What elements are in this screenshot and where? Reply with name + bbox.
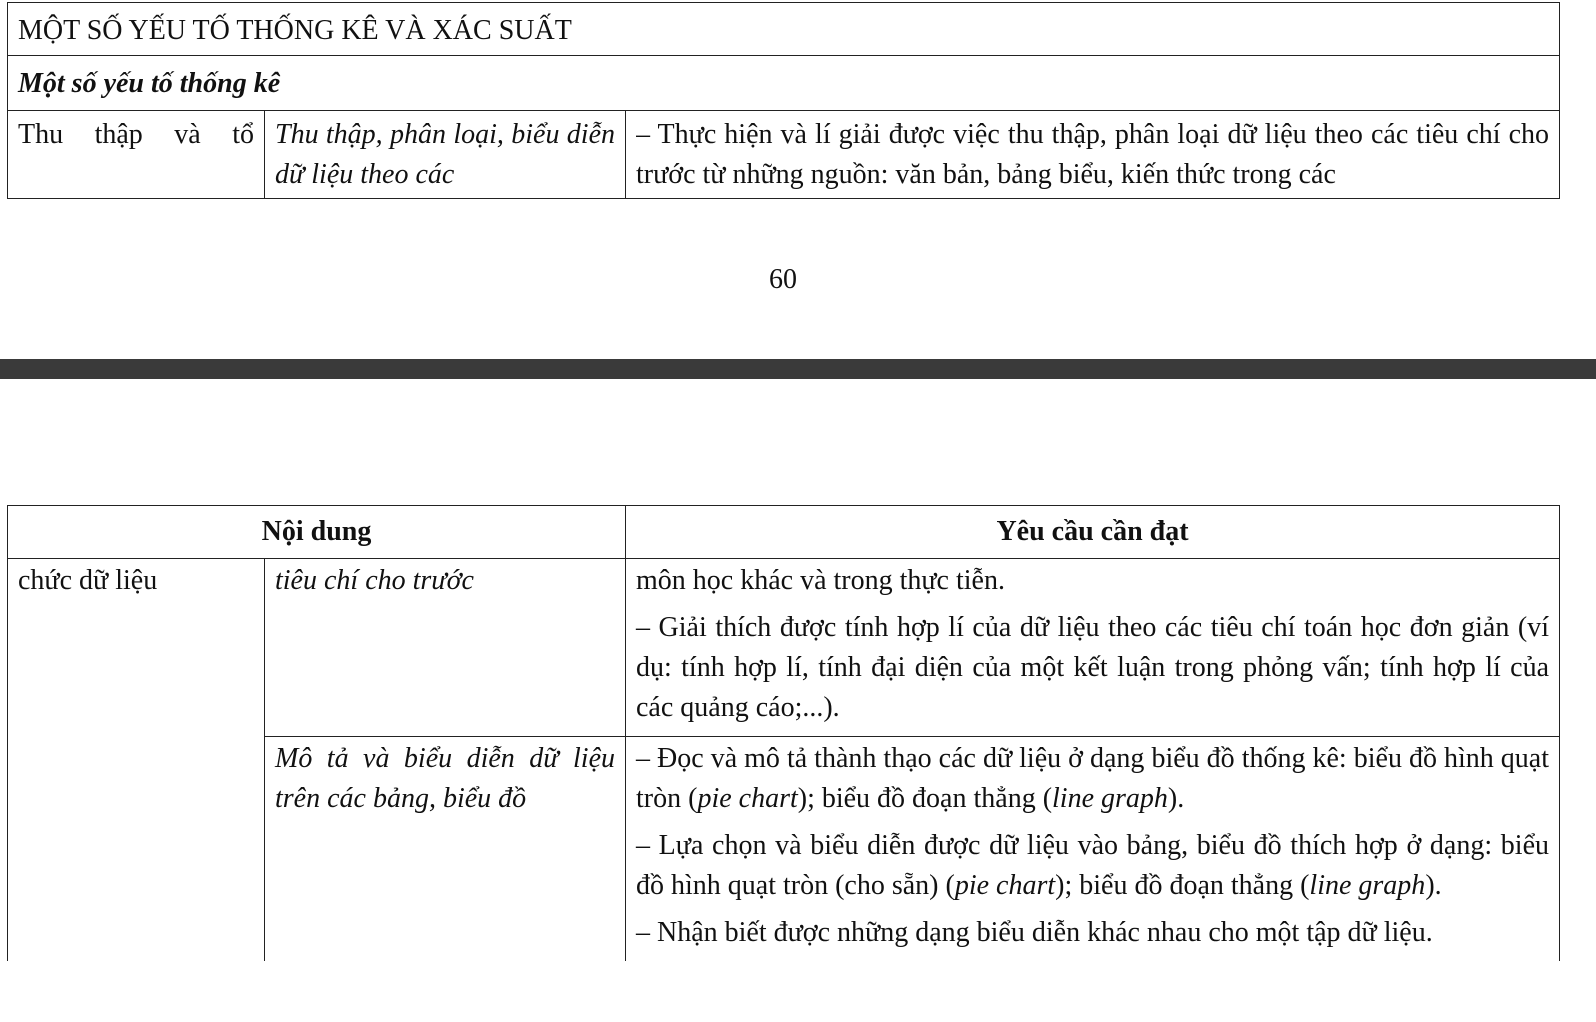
subsection-title: Một số yếu tố thống kê	[8, 56, 1560, 111]
curriculum-table-page-60	[7, 2, 1560, 199]
requirement-text: ); biểu đồ đoạn thẳng (	[1055, 870, 1310, 901]
page-number: 60	[769, 264, 797, 295]
requirement-cell	[626, 559, 1560, 737]
requirement-text: – Thực hiện và lí giải được việc thu thập, phân loại dữ liệu theo các tiêu chí cho trước từ những nguồn: văn bản, bảng biểu, kiến thức trong các	[636, 119, 1550, 190]
content-cell	[265, 559, 626, 737]
term-pie-chart: pie chart	[697, 783, 798, 814]
content-cell	[265, 737, 626, 962]
requirement-item: – Giải thích được tính hợp lí của dữ liệu theo các tiêu chí toán học đơn giản (ví dụ: tính hợp lí, tính đại diện của một kết luận trong phỏng vấn; tính hợp lí của các quảng cáo;...).	[636, 612, 1549, 723]
requirement-item: – Nhận biết được những dạng biểu diễn khác nhau cho một tập dữ liệu.	[636, 917, 1433, 948]
requirement-cell	[626, 737, 1560, 962]
requirement-cell	[626, 111, 1560, 199]
content-cell	[265, 111, 626, 199]
requirement-text: ).	[1425, 870, 1442, 901]
topic-cell	[8, 111, 265, 199]
topic-text: chức dữ liệu	[18, 565, 158, 596]
header-requirements: Yêu cầu cần đạt	[626, 506, 1560, 559]
requirement-item: môn học khác và trong thực tiễn.	[636, 565, 1005, 596]
requirement-text: – Lựa chọn và biểu diễn được dữ liệu vào bảng, biểu đồ thích hợp ở dạng: biểu đồ hình quạt tròn (cho sẵn) (	[636, 830, 1549, 901]
requirement-item	[636, 739, 1549, 819]
content-text: tiêu chí cho trước	[275, 565, 474, 596]
term-pie-chart: pie chart	[954, 870, 1056, 901]
header-content: Nội dung	[8, 506, 626, 559]
requirement-text: ); biểu đồ đoạn thẳng (	[797, 783, 1053, 814]
topic-cell	[8, 559, 265, 962]
term-line-graph: line graph	[1052, 783, 1168, 814]
page-separator	[0, 359, 1596, 379]
requirement-text: ).	[1167, 783, 1185, 814]
term-line-graph: line graph	[1309, 870, 1426, 901]
curriculum-table-page-61	[7, 505, 1560, 961]
requirement-item	[636, 826, 1549, 906]
requirement-text: – Đọc và mô tả thành thạo các dữ liệu ở dạng biểu đồ thống kê: biểu đồ hình quạt tròn (	[636, 743, 1549, 814]
content-text: Thu thập, phân loại, biểu diễn dữ liệu theo các	[275, 119, 615, 190]
content-text: Mô tả và biểu diễn dữ liệu trên các bảng, biểu đồ	[275, 743, 615, 814]
section-title: MỘT SỐ YẾU TỐ THỐNG KÊ VÀ XÁC SUẤT	[8, 3, 1560, 56]
topic-text: Thu thập và tổ	[18, 119, 254, 150]
